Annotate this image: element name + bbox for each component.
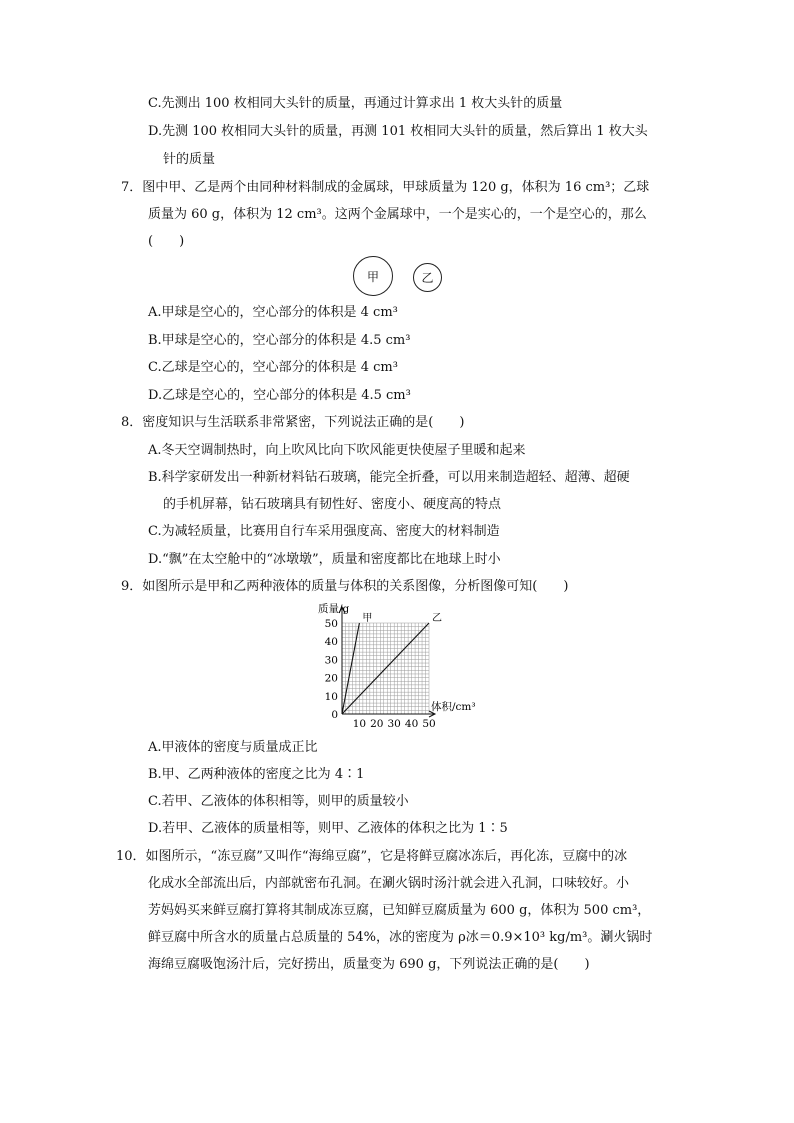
origin-label: 0 [331,709,338,721]
q7-option-c: C.乙球是空心的，空心部分的体积是 4 cm³ [148,360,398,375]
q9-option-a: A.甲液体的密度与质量成正比 [148,740,318,755]
series-label: 乙 [432,613,442,624]
ball-b-figure [413,263,442,292]
q6-option-d: D.先测 100 枚相同大头针的质量，再测 101 枚相同大头针的质量，然后算出 1 枚大头 [148,124,648,139]
q10-stem: 10．如图所示，“冻豆腐”又叫作“海绵豆腐”，它是将鲜豆腐冰冻后，再化冻，豆腐中的冰 [116,849,628,864]
q7-option-a: A.甲球是空心的，空心部分的体积是 4 cm³ [148,305,398,320]
ball-b-label: 乙 [421,271,434,285]
q8-option-b: B.科学家研发出一种新材料钻石玻璃，能完全折叠，可以用来制造超轻、超薄、超硬 [148,470,630,485]
y-tick-label: 10 [324,690,338,703]
x-tick-label: 10 [352,718,367,730]
q7-option-d: D.乙球是空心的，空心部分的体积是 4.5 cm³ [148,388,411,403]
x-tick-label: 20 [370,718,384,730]
q8-option-c: C.为减轻质量，比赛用自行车采用强度高、密度大的材料制造 [148,524,500,539]
chart-series [342,623,429,714]
q8-option-a: A.冬天空调制热时，向上吹风比向下吹风能更快使屋子里暖和起来 [148,443,526,458]
x-axis-title: 体积/cm³ [431,701,476,713]
q8-option-b-cont: 的手机屏幕，钻石玻璃具有韧性好、密度小、硬度高的特点 [163,497,502,512]
y-axis-title: 质量/g [318,603,350,615]
x-tick-label: 50 [422,718,436,730]
q7-option-b: B.甲球是空心的，空心部分的体积是 4.5 cm³ [148,333,411,348]
q7-stem: 7．图中甲、乙是两个由同种材料制成的金属球，甲球质量为 120 g，体积为 16 cm³；乙球 [121,180,650,195]
mass-volume-chart [310,598,490,730]
ball-a-figure [353,256,393,296]
q9-option-c: C.若甲、乙液体的体积相等，则甲的质量较小 [148,794,409,809]
q9-stem: 9．如图所示是甲和乙两种液体的质量与体积的关系图像，分析图像可知( ) [121,579,569,594]
series-line-jia [342,623,359,714]
q10-stem-line-2: 化成水全部流出后，内部就密布孔洞。在涮火锅时汤汁就会进入孔洞，口味较好。小 [148,876,630,891]
x-tick-label: 30 [387,718,401,730]
x-tick-label: 40 [404,718,419,730]
q6-option-d-cont: 针的质量 [163,152,216,167]
q7-answer-bracket: ( ) [148,234,185,249]
q7-stem-cont: 质量为 60 g，体积为 12 cm³。这两个金属球中，一个是实心的，一个是空心的，那么 [148,207,647,222]
series-line-yi [342,623,429,714]
q9-option-d: D.若甲、乙液体的质量相等，则甲、乙液体的体积之比为 1∶5 [148,821,508,836]
q8-option-d: D.“飘”在太空舱中的“冰墩墩”，质量和密度都比在地球上时小 [148,552,501,567]
q10-stem-line-3: 芳妈妈买来鲜豆腐打算将其制成冻豆腐，已知鲜豆腐质量为 600 g，体积为 500 cm³， [148,903,651,918]
q10-stem-line-5: 海绵豆腐吸饱汤汁后，完好捞出，质量变为 690 g，下列说法正确的是( ) [148,957,590,972]
y-tick-label: 20 [324,672,338,685]
q6-option-c: C.先测出 100 枚相同大头针的质量，再通过计算求出 1 枚大头针的质量 [148,96,563,111]
y-tick-label: 30 [324,654,338,667]
y-tick-label: 40 [324,636,338,649]
q10-stem-line-4: 鲜豆腐中所含水的质量占总质量的 54%，冰的密度为 ρ冰＝0.9×10³ kg/m³。涮火锅时 [148,930,653,945]
y-tick-label: 50 [324,618,338,630]
q8-stem: 8．密度知识与生活联系非常紧密，下列说法正确的是( ) [121,415,465,430]
series-label: 甲 [362,613,373,624]
q9-option-b: B.甲、乙两种液体的密度之比为 4∶1 [148,767,365,782]
ball-a-label: 甲 [366,269,379,284]
